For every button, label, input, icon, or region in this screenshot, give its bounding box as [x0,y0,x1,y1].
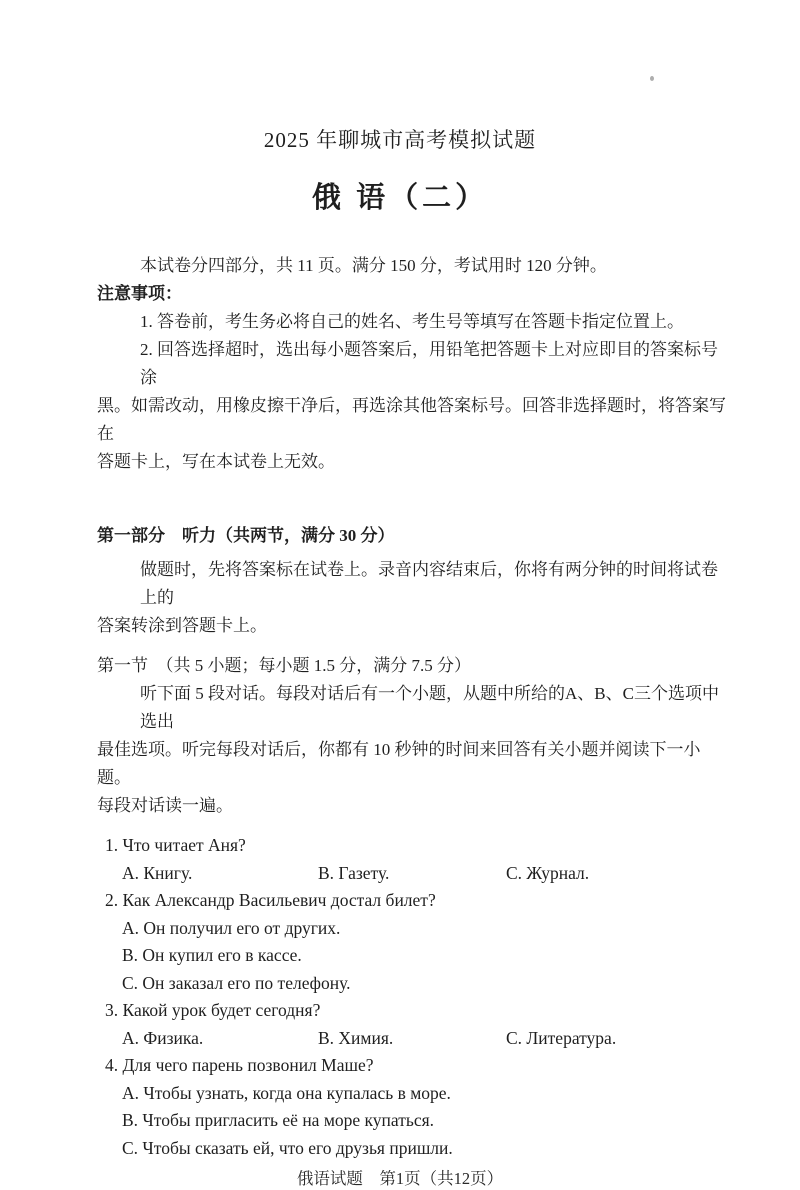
note-2-line-2: 黑。如需改动，用橡皮擦干净后，再选涂其他答案标号。回答非选择题时，将答案写在 [97,396,726,443]
note-2-line-1: 2. 回答选择超时，选出每小题答案后，用铅笔把答题卡上对应即目的答案标号涂 [140,340,718,387]
question-3-option-b: B. Химия. [318,1027,394,1048]
question-2-option-a: A. Он получил его от других. [122,917,341,938]
question-3-text: 3. Какой урок будет сегодня? [105,1000,321,1020]
question-1-text: 1. Что читает Аня? [105,835,246,855]
scan-speck [650,76,654,81]
section1-instruction-line-1: 听下面 5 段对话。每段对话后有一个小题，从题中所给的A、B、C三个选项中选出 [140,684,719,731]
part1-instruction [97,556,732,640]
question-4-option-a: A. Чтобы узнать, когда она купалась в море. [122,1082,451,1103]
part1-instruction-line-1: 做题时，先将答案标在试卷上。录音内容结束后，你将有两分钟的时间将试卷上的 [140,560,718,607]
question-1-options [122,860,800,888]
question-1-option-a: A. Книгу. [122,862,193,883]
question-1-option-b: B. Газету. [318,862,390,883]
exam-meta-line: 本试卷分四部分，共 11 页。满分 150 分，考试用时 120 分钟。 [140,256,607,275]
question-2-text: 2. Как Александр Васильевич достал билет? [105,890,436,910]
question-3-option-a: A. Физика. [122,1027,204,1048]
part1-heading: 第一部分 听力（共两节，满分 30 分） [97,526,395,545]
note-item-1: 1. 答卷前，考生务必将自己的姓名、考生号等填写在答题卡指定位置上。 [140,312,684,331]
question-4-option-c: C. Чтобы сказать ей, что его друзья пришли. [122,1137,453,1158]
question-4-text: 4. Для чего парень позвонил Маше? [105,1055,374,1075]
section1-instruction [97,680,732,820]
question-3-option-c: C. Литература. [506,1027,617,1048]
question-2-option-b: B. Он купил его в кассе. [122,945,302,965]
page-footer: 俄语试题 第1页（共12页） [296,1169,504,1188]
notes-heading: 注意事项： [97,284,182,303]
part1-instruction-line-2: 答案转涂到答题卡上。 [97,616,267,635]
note-2-line-3: 答题卡上，写在本试卷上无效。 [97,452,335,471]
question-4-option-b: B. Чтобы пригласить её на море купаться. [122,1110,435,1130]
section1-heading: 第一节 （共 5 小题；每小题 1.5 分，满分 7.5 分） [97,656,471,675]
note-item-2 [97,336,732,476]
section1-instruction-line-2: 最佳选项。听完每段对话后，你都有 10 秒钟的时间来回答有关小题并阅读下一小题。 [97,740,701,787]
question-1-option-c: C. Журнал. [506,862,590,883]
page-subtitle: 俄 语（二） [311,182,489,214]
question-2-option-c: C. Он заказал его по телефону. [122,972,351,993]
section1-instruction-line-3: 每段对话读一遍。 [97,796,233,815]
page-title: 2025 年聊城市高考模拟试题 [263,128,537,152]
question-3-options [122,1025,800,1053]
listening-questions [0,832,800,1162]
